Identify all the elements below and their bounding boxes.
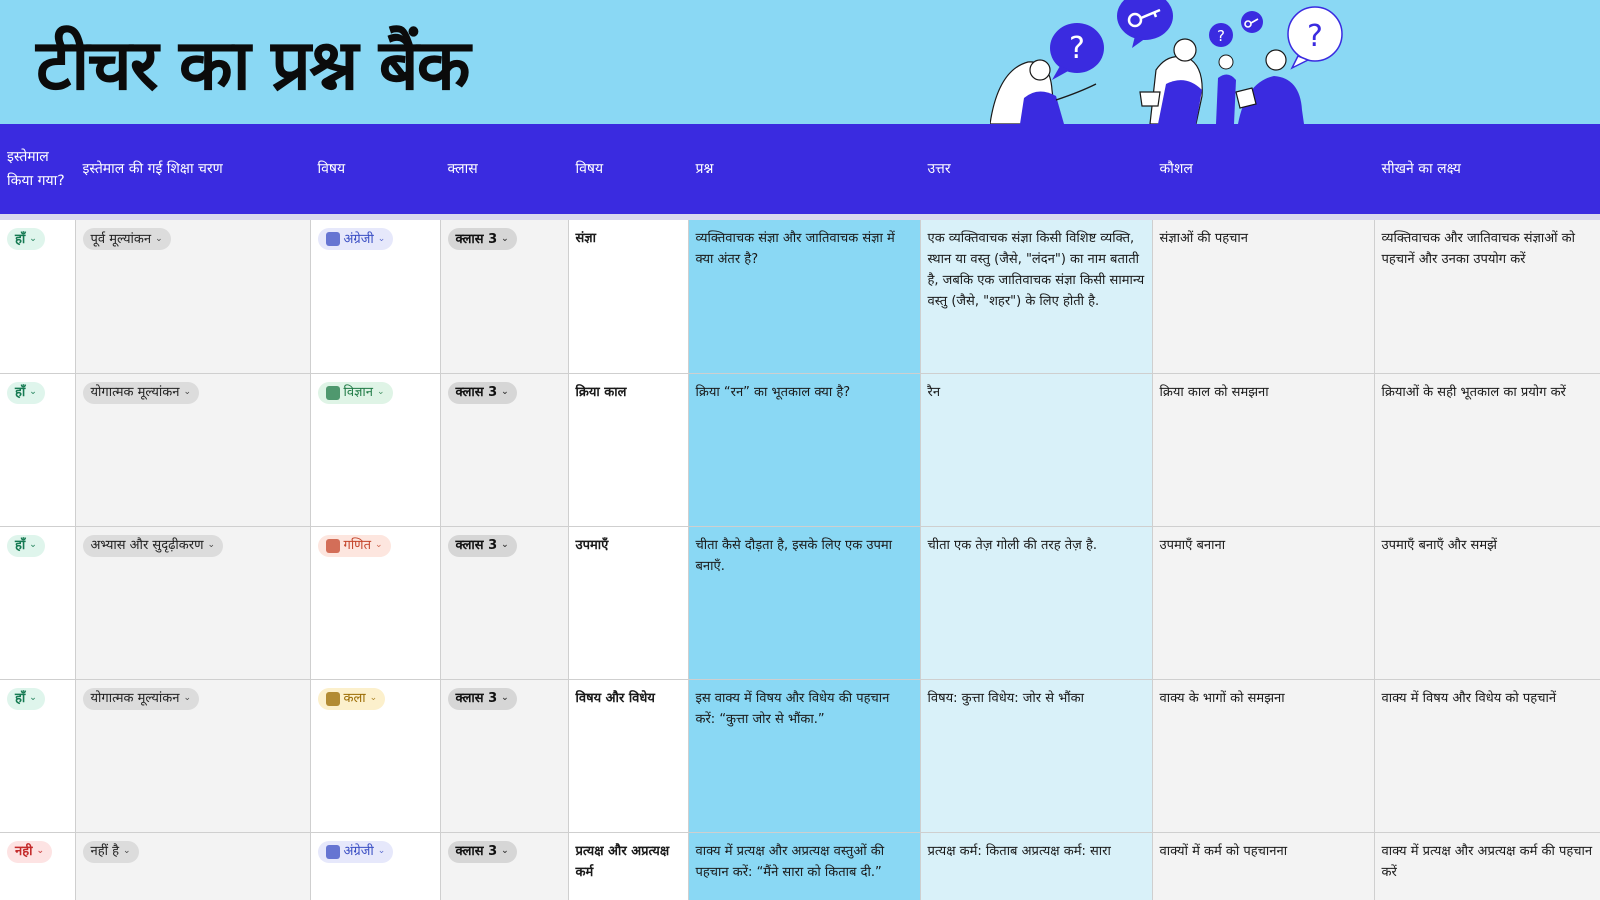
page-title: टीचर का प्रश्न बैंक <box>36 24 469 106</box>
cell-answer[interactable]: एक व्यक्तिवाचक संज्ञा किसी विशिष्ट व्यक्ति, स्थान या वस्तु (जैसे, "लंदन") का नाम बताती है, जबकि एक जातिवाचक संज्ञा किसी सामान्य वस्तु (जैसे, "शहर") के लिए होती है. <box>920 220 1152 373</box>
cell-skill[interactable]: वाक्य के भागों को समझना <box>1152 679 1374 832</box>
stage-label: नहीं है <box>90 844 120 859</box>
teachers-illustration <box>990 0 1380 124</box>
books-icon <box>326 232 340 246</box>
cell-skill[interactable]: क्रिया काल को समझना <box>1152 373 1374 526</box>
stage-label: अभ्यास और सुदृढ़ीकरण <box>90 538 204 553</box>
cell-subject[interactable] <box>310 373 440 526</box>
stage-pill[interactable] <box>83 688 200 710</box>
stage-pill[interactable] <box>83 535 224 557</box>
cell-topic[interactable]: संज्ञा <box>568 220 688 373</box>
column-header-skill[interactable]: कौशल <box>1152 124 1374 214</box>
chevron-down-icon: ⌄ <box>29 387 37 397</box>
used-status-label: हाँ <box>15 538 26 553</box>
cell-subject[interactable] <box>310 679 440 832</box>
cell-stage[interactable] <box>75 832 310 900</box>
cell-goal[interactable]: उपमाएँ बनाएँ और समझें <box>1374 526 1600 679</box>
subject-pill[interactable] <box>318 228 394 250</box>
chevron-down-icon: ⌄ <box>501 846 509 856</box>
title-banner <box>0 0 1600 124</box>
cell-stage[interactable] <box>75 220 310 373</box>
svg-text:?: ? <box>1307 19 1323 54</box>
chevron-down-icon: ⌄ <box>183 387 192 397</box>
subject-label: कला <box>343 691 366 706</box>
column-header-topic[interactable]: विषय <box>568 124 688 214</box>
table-row <box>0 526 1600 679</box>
cell-topic[interactable]: प्रत्यक्ष और अप्रत्यक्ष कर्म <box>568 832 688 900</box>
stage-pill[interactable] <box>83 382 200 404</box>
subject-pill[interactable] <box>318 841 394 863</box>
key-bubble-icon <box>1117 0 1173 48</box>
cell-subject[interactable] <box>310 832 440 900</box>
cell-subject[interactable] <box>310 220 440 373</box>
cell-class[interactable] <box>440 373 568 526</box>
cell-class[interactable] <box>440 679 568 832</box>
cell-goal[interactable]: वाक्य में विषय और विधेय को पहचानें <box>1374 679 1600 832</box>
used-status-label: नही <box>15 844 33 859</box>
chevron-down-icon: ⌄ <box>377 233 386 244</box>
subject-pill[interactable] <box>318 688 386 710</box>
question-bubble-icon <box>1050 23 1104 80</box>
stage-label: योगात्मक मूल्यांकन <box>90 385 180 400</box>
small-key-icon <box>1241 11 1263 33</box>
class-label: क्लास 3 <box>455 691 498 706</box>
chevron-down-icon: ⌄ <box>501 693 509 703</box>
cell-topic[interactable]: उपमाएँ <box>568 526 688 679</box>
class-pill[interactable] <box>448 841 517 863</box>
cell-answer[interactable]: रैन <box>920 373 1152 526</box>
svg-text:?: ? <box>1217 27 1225 45</box>
cell-answer[interactable]: चीता एक तेज़ गोली की तरह तेज़ है. <box>920 526 1152 679</box>
subject-label: विज्ञान <box>343 385 374 400</box>
small-question-icon <box>1209 23 1233 47</box>
books-icon <box>326 845 340 859</box>
cell-question[interactable]: वाक्य में प्रत्यक्ष और अप्रत्यक्ष वस्तुओं की पहचान करें: “मैंने सारा को किताब दी.” <box>688 832 920 900</box>
cell-stage[interactable] <box>75 679 310 832</box>
subject-pill[interactable] <box>318 382 393 404</box>
teacher-group-right <box>1140 39 1304 124</box>
cell-answer[interactable]: प्रत्यक्ष कर्म: किताब अप्रत्यक्ष कर्म: सारा <box>920 832 1152 900</box>
cell-stage[interactable] <box>75 373 310 526</box>
cell-class[interactable] <box>440 832 568 900</box>
subject-label: अंग्रेजी <box>343 231 374 247</box>
chevron-down-icon: ⌄ <box>183 693 192 703</box>
chevron-down-icon: ⌄ <box>377 387 385 397</box>
svg-text:?: ? <box>1069 31 1085 66</box>
table-body <box>0 220 1600 900</box>
stage-label: पूर्व मूल्यांकन <box>90 231 152 247</box>
cell-used[interactable] <box>0 220 75 373</box>
used-status-label: हाँ <box>15 385 26 400</box>
cell-topic[interactable]: विषय और विधेय <box>568 679 688 832</box>
chevron-down-icon: ⌄ <box>36 846 45 856</box>
cell-goal[interactable]: क्रियाओं के सही भूतकाल का प्रयोग करें <box>1374 373 1600 526</box>
column-header-stage[interactable]: इस्तेमाल की गई शिक्षा चरण <box>75 124 310 214</box>
cell-used[interactable] <box>0 832 75 900</box>
triangle-ruler-icon <box>326 539 340 553</box>
table-row <box>0 679 1600 832</box>
header-row <box>0 124 1600 214</box>
cell-goal[interactable]: व्यक्तिवाचक और जातिवाचक संज्ञाओं को पहचानें और उनका उपयोग करें <box>1374 220 1600 373</box>
cell-class[interactable] <box>440 220 568 373</box>
used-status-label: हाँ <box>15 691 26 706</box>
cell-skill[interactable]: वाक्यों में कर्म को पहचानना <box>1152 832 1374 900</box>
used-status-pill[interactable] <box>7 228 45 250</box>
cell-used[interactable] <box>0 526 75 679</box>
stage-label: योगात्मक मूल्यांकन <box>90 691 180 706</box>
class-pill[interactable] <box>448 535 517 557</box>
used-status-label: हाँ <box>15 231 26 247</box>
table-row <box>0 373 1600 526</box>
subject-label: अंग्रेजी <box>343 844 374 859</box>
chevron-down-icon: ⌄ <box>375 540 383 550</box>
class-pill[interactable] <box>448 688 517 710</box>
chevron-down-icon: ⌄ <box>29 540 37 550</box>
cell-question[interactable]: व्यक्तिवाचक संज्ञा और जातिवाचक संज्ञा में क्या अंतर है? <box>688 220 920 373</box>
chevron-down-icon: ⌄ <box>29 233 37 244</box>
cell-question[interactable]: क्रिया “रन” का भूतकाल क्या है? <box>688 373 920 526</box>
stage-pill[interactable] <box>83 228 171 250</box>
cell-subject[interactable] <box>310 526 440 679</box>
palette-icon <box>326 692 340 706</box>
used-status-pill[interactable] <box>7 841 52 863</box>
class-pill[interactable] <box>448 228 517 250</box>
used-status-pill[interactable] <box>7 382 45 404</box>
cell-goal[interactable]: वाक्य में प्रत्यक्ष और अप्रत्यक्ष कर्म की पहचान करें <box>1374 832 1600 900</box>
class-label: क्लास 3 <box>455 385 498 400</box>
cell-skill[interactable]: संज्ञाओं की पहचान <box>1152 220 1374 373</box>
cell-skill[interactable]: उपमाएँ बनाना <box>1152 526 1374 679</box>
class-label: क्लास 3 <box>455 538 498 553</box>
table-row <box>0 220 1600 373</box>
cell-question[interactable]: इस वाक्य में विषय और विधेय की पहचान करें: “कुत्ता जोर से भौंका.” <box>688 679 920 832</box>
column-header-subject[interactable]: विषय <box>310 124 440 214</box>
cell-class[interactable] <box>440 526 568 679</box>
column-header-used[interactable]: इस्तेमाल किया गया? <box>0 124 75 214</box>
chevron-down-icon: ⌄ <box>501 233 509 244</box>
chevron-down-icon: ⌄ <box>29 693 37 703</box>
question-bank-table <box>0 124 1600 900</box>
stage-pill[interactable] <box>83 841 139 863</box>
used-status-pill[interactable] <box>7 688 45 710</box>
chevron-down-icon: ⌄ <box>369 693 378 703</box>
table-row <box>0 832 1600 900</box>
chevron-down-icon: ⌄ <box>155 233 163 244</box>
chevron-down-icon: ⌄ <box>501 540 509 550</box>
cell-used[interactable] <box>0 679 75 832</box>
white-question-bubble-icon <box>1288 7 1342 68</box>
class-label: क्लास 3 <box>455 844 498 859</box>
column-header-goal[interactable]: सीखने का लक्ष्य <box>1374 124 1600 214</box>
subject-label: गणित <box>343 538 371 553</box>
chevron-down-icon: ⌄ <box>501 387 509 397</box>
cell-stage[interactable] <box>75 526 310 679</box>
column-header-question[interactable]: प्रश्न <box>688 124 920 214</box>
chevron-down-icon: ⌄ <box>377 846 386 856</box>
column-header-class[interactable]: क्लास <box>440 124 568 214</box>
class-pill[interactable] <box>448 382 517 404</box>
subject-pill[interactable] <box>318 535 391 557</box>
chevron-down-icon: ⌄ <box>207 540 216 550</box>
cell-used[interactable] <box>0 373 75 526</box>
used-status-pill[interactable] <box>7 535 45 557</box>
column-header-answer[interactable]: उत्तर <box>920 124 1152 214</box>
cell-answer[interactable]: विषय: कुत्ता विधेय: जोर से भौंका <box>920 679 1152 832</box>
class-label: क्लास 3 <box>455 231 498 247</box>
chevron-down-icon: ⌄ <box>123 846 131 856</box>
cell-topic[interactable]: क्रिया काल <box>568 373 688 526</box>
test-tube-icon <box>326 386 340 400</box>
cell-question[interactable]: चीता कैसे दौड़ता है, इसके लिए एक उपमा बनाएँ. <box>688 526 920 679</box>
